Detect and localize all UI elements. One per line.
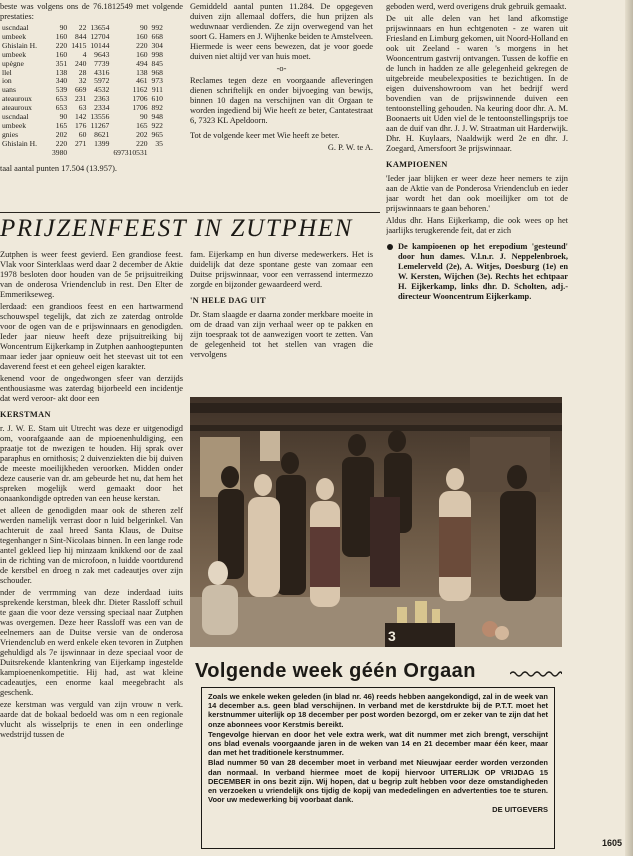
prize-cell: 973 <box>151 76 163 86</box>
prize-cell: 32 <box>78 76 87 86</box>
prize-cell: 231 <box>74 94 87 104</box>
prize-cell: 892 <box>151 103 163 113</box>
prize-cell: 1415 <box>71 40 87 50</box>
prize-cell: 138 <box>55 67 68 77</box>
prize-cell: 653 <box>55 94 68 104</box>
prize-cell: ateauroux <box>2 103 32 113</box>
prize-cell: upègne <box>2 58 24 68</box>
prize-cell: 202 <box>136 129 148 139</box>
left-paragraph: eze kerstman was verguld van zijn vrouw n verk. aarde dat de bokaal bedoeld was om n een regionale vlucht als wisselprijs te enen in een onderlinge wedstrijd tussen de <box>0 700 183 739</box>
prize-cell: 60 <box>78 129 87 139</box>
prize-cell: 165 <box>55 120 68 130</box>
prize-cell: 142 <box>74 112 87 122</box>
prize-cell: 271 <box>74 138 87 148</box>
prize-cell: 7739 <box>94 58 110 68</box>
prize-cell: llel <box>2 67 12 77</box>
left-article-column <box>0 250 183 850</box>
left-paragraph: lerdaad: een grandioos feest en een hartwarmend schouwspel tegelijk, dat zich ze zaterdag ontrolde voor de ogen van de e prijswinnaars en genodigden. Ieder jaar nieuw heeft deze prijsuitreiking bij Woncentrum Eijkerkamp in Zutphen aanhoogtepunten maar ieder jaar opnieuw oeit het steevast uit tot een daverend feest et een geheel eigen karakter. <box>0 302 183 371</box>
page-number: 1605 <box>602 838 623 848</box>
prize-cell: ion <box>2 76 12 86</box>
prize-cell: 948 <box>151 112 163 122</box>
prize-cell: 90 <box>59 23 68 32</box>
prize-table <box>0 24 165 158</box>
prize-cell: 13654 <box>90 23 110 32</box>
prize-cell: 992 <box>151 23 163 32</box>
prize-cell: 160 <box>55 49 68 59</box>
prize-cell: 968 <box>151 67 163 77</box>
prize-cell: uans <box>2 85 16 95</box>
prize-cell: 461 <box>136 76 148 86</box>
prize-cell: 90 <box>59 112 68 122</box>
prize-cell: gnies <box>2 129 19 139</box>
notice-paragraph: Zoals we enkele weken geleden (in blad nr. 46) reeds hebben aangekondigd, zal in de week van 14 december a.s. geen blad verschijnen. In verband met de kerstdrukte bij de P.T.T. moet het kerstnummer uiterlijk op 18 december per post worden bezorgd, om er zeker van te zijn dat het onze abonnees voor Kerstmis bereikt. <box>208 692 548 729</box>
article-headline: PRIJZENFEEST IN ZUTPHEN <box>0 215 354 242</box>
prize-cell: 653 <box>55 103 68 113</box>
notice-box <box>190 660 565 847</box>
prize-cell: 669 <box>74 85 87 95</box>
prize-cell: 13556 <box>90 112 110 122</box>
left-paragraph: kenend voor de ongedwongen sfeer van derzijds enthousiasme was zaterdag bijorbeeld een incidentje dat werd veroor- akt door een <box>0 374 183 403</box>
prize-cell: 539 <box>55 85 68 95</box>
prize-cell: umbeek <box>2 49 27 59</box>
left-paragraph: et alleen de genodigden maar ook de stheren zelf werden namelijk verrast door n luid belgerinkel. Van achteruit de zaal hreed Santa Klaus, de Duitse tegenhanger n Sint-Nicolaas binnen. In een lange rode antel gekleed liep hij minzaam knikkend oor de zaal in de richting van de microfoon, n luidde voortdurend de kerstbel en droeg n zak met cadeautjes over zijn schouder. <box>0 506 183 585</box>
prize-cell: 844 <box>74 31 87 41</box>
prize-cell: 9643 <box>94 49 110 59</box>
prize-cell: 220 <box>136 138 148 148</box>
prize-cell <box>88 149 111 158</box>
prize-results-column <box>0 2 183 207</box>
prize-cell: 220 <box>55 40 68 50</box>
middle-paragraph: Dr. Stam slaagde er daarna zonder merkbare moeite in om de draad van zijn verhaal weer op te pakken en zijn toespraak tot de aanwezigen voort te zetten. Van de gelegenheid tot het stellen van vragen die vervolgens <box>190 310 373 359</box>
prize-cell: 10144 <box>90 40 110 50</box>
page-edge <box>625 0 633 856</box>
prize-cell: 1399 <box>94 138 110 148</box>
prize-cell: 11267 <box>90 120 110 130</box>
hele-dag-subhead: 'N HELE DAG UIT <box>190 296 266 305</box>
prize-cell: 304 <box>151 40 163 50</box>
champions-photo <box>190 397 562 647</box>
prize-cell: 1162 <box>132 85 148 95</box>
prize-cell: 494 <box>136 58 148 68</box>
right-article-column <box>386 2 568 394</box>
prize-cell: 90 <box>139 23 148 32</box>
prize-cell: umbeek <box>2 31 27 41</box>
photo-caption: De kampioenen op het erepodium 'gesteund' door hun dames. V.l.n.r. J. Neppelenbroek, Lemelerveld (2e), A. Witjes, Doesburg (1e) en W. Kersten, Wijchen (3e). Rechts het echtpaar H. Eijkerkamp, links dhr. D. Scholten, adj.-directeur Wooncentrum Eijkerkamp. <box>386 242 568 302</box>
prize-cell: 28 <box>78 67 87 77</box>
prize-cell: uscndaal <box>2 112 29 122</box>
prize-cell: 22 <box>78 23 87 32</box>
prize-cell: 202 <box>55 129 68 139</box>
prize-cell: 351 <box>55 58 68 68</box>
author-initials: G. P. W. te A. <box>327 143 373 152</box>
notice-signature: DE UITGEVERS <box>492 805 548 815</box>
prize-cell <box>0 149 50 158</box>
prize-cell: 2363 <box>94 94 110 104</box>
left-paragraph: Zutphen is weer feest gevierd. Een grandiose feest. Vlak voor Sinterklaas werd daar 2 december de Aktie 1978 besloten door houden van de 5e prijsuitreiking van de onderosa Vriendenclub in rest. Den Elter de Emmerikseweg. <box>0 250 183 299</box>
prize-table-row <box>0 149 165 158</box>
prize-cell: Ghislain H. <box>2 40 38 50</box>
prize-cell: 35 <box>155 138 163 148</box>
closing-line: Tot de volgende keer met Wie heeft ze beter. <box>190 131 340 140</box>
prize-cell <box>69 149 88 158</box>
prize-cell: 965 <box>151 129 163 139</box>
results-paragraph: Gemiddeld aantal punten 11.284. De opgegeven duiven zijn allemaal doffers, die hun prijzen als weduwnaar verdienden. Ze zijn overwegend van het soort G. Hamers en J. Wijhenke beiden te Amstelveen. Hiermede is weer eens bewezen, dat je voor goede duiven niet altijd ver van huis moet. <box>190 2 373 61</box>
prize-cell: 138 <box>136 67 148 77</box>
kerstman-subhead: KERSTMAN <box>0 410 51 419</box>
left-paragraph: r. J. W. E. Stam uit Utrecht was deze er uitgenodigd om, voorafgaande aan de mpioenenhuldiging, een praatje tot de nwezigen te houden. Hij sprak over paraphus en ornithosis; 2 duivenziekten die bij duiven de meeste moeilijkheden veroorken. Midden onder deze causerie van dr. am gebeurde het nu, dat hem het spreken mogelijk werd gemaakt door het onaankondigde optreden van een heuse kerstan. <box>0 424 183 503</box>
prize-cell: 4 <box>82 49 87 59</box>
svg-text:3: 3 <box>388 628 396 644</box>
prize-cell: uscndaal <box>2 23 29 32</box>
prize-cell: ateauroux <box>2 94 32 104</box>
left-paragraph: nder de verrmming van deze inderdaad iuits sprekende kerstman, bleek dhr. Dieter Rassloff schuil te gaan die voor deze verssing speciaal naar Zutphen was overgemen. Deze heer Rassloff was een van de eelnemers aan de Duitse versie van de onderosa Vriendenclub en werd enkele eken tevoren in Zutphen gehuldigd als 7e ijswinnaar in deze speciaal voor de Duitsrekende klantenkring van Eijerkamp ingestelde kampioenenkompetitie. Hij had, ast wat kleine cadeautjes, een enorme kaal meegebracht als geschenk. <box>0 588 183 697</box>
reclames-paragraph: Reclames tegen deze en voorgaande afleveringen dienen schriftelijk en onder bijvoeging van bewijs, binnen 10 dagen na verschijnen van dit Orgaan te worden ingediend bij Wie heeft ze beter, Cantatestraat 6, 7323 KL Apeldoorn. <box>190 76 373 125</box>
middle-paragraph: fam. Eijerkamp en hun diverse medewerkers. Het is duidelijk dat deze spontane geste van zomaar een Duitse prijswinnaar, voor een verrassend intermezzo zorgde en bijzonder gewaardeerd werd. <box>190 250 373 289</box>
prize-cell: 1706 <box>132 103 148 113</box>
prize-cell: 8621 <box>94 129 110 139</box>
right-paragraph: geboden werd, werd overigens druk gebruik gemaakt. <box>386 2 567 11</box>
prize-cell: Ghislain H. <box>2 138 38 148</box>
prize-cell: 160 <box>55 31 68 41</box>
prize-cell: 845 <box>151 58 163 68</box>
prize-cell: 5972 <box>94 76 110 86</box>
middle-article-column <box>190 250 373 390</box>
prize-cell: 998 <box>151 49 163 59</box>
right-paragraph: De uit alle delen van het land afkomstige prijswinnaars en hun echtgenoten - ze waren uit Friesland en Limburg gekomen, uit Noord-Holland en ook uit Zeeland - waren 's morgens in het Wooncentrum gastvrij ontvangen. Tussen de koffie en de lunch in hadden ze alle gelegenheid gekregen de uitgebreide meubelexposities te bezichtigen. In de eigen duivenshowroom van het bedrijf werd bovendien van de prijswinnende duiven een tentoonstelling gehouden. Na keuring door dhr. A. M. Boonaerts uit Uden viel de le tentoonstellingsprijs toe aan de duif van dhr. J. J. W. Straatman uit Harderwijk. Dhr. H. Kuylaars, Naaldwijk werd 2e en dhr. J. Zoegard, Amersfoort 3e prijswinnaar. <box>386 14 568 153</box>
prize-cell: 160 <box>136 49 148 59</box>
prize-cell: 697310531 <box>113 147 148 157</box>
kampioenen-subhead: KAMPIOENEN <box>386 160 448 169</box>
prize-cell: 240 <box>74 58 87 68</box>
prize-cell: 160 <box>136 31 148 41</box>
headline-rule <box>0 212 380 213</box>
prize-cell: 340 <box>55 76 68 86</box>
right-paragraph: 'Ieder jaar blijken er weer deze heer nemers te zijn aan de Aktie van de Ponderosa Vriendenclub en ieder jaar wordt het dan ook moeilijker om tot de prijswinnaars te gaan behoren.' <box>386 174 568 213</box>
prize-cell: 90 <box>139 112 148 122</box>
prize-cell <box>150 149 165 158</box>
prize-cell: 911 <box>151 85 163 95</box>
prize-intro: beste was volgens ons de 76.1812549 met volgende prestaties: <box>0 2 183 21</box>
notice-title: Volgende week géén Orgaan <box>195 660 476 682</box>
notice-paragraph: Tengevolge hiervan en door het vele extra werk, wat dit nummer met zich brengt, verschijnt ons blad evenals voorgaande jaren in de weken van 14 en 21 december maar één keer, maar dan met het traditionele kerstnummer. <box>208 729 548 758</box>
notice-paragraph: Blad nummer 50 van 28 december moet in verband met Nieuwjaar eerder worden verzonden dan normaal. In verband hiermee moet de kopij hiervoor UITERLIJK OP VRIJDAG 15 DECEMBER in ons bezit zijn. Wij hopen, dat u begrip zult hebben voor deze omstandigheden en verzoeken u vriendelijk ons tijdig de kopij van mededelingen en advertenties toe te sturen. Voor uw medewerking bij voorbaat dank. <box>208 758 548 805</box>
separator: -o- <box>276 64 287 73</box>
prize-cell: 12704 <box>90 31 110 41</box>
prize-cell: 4532 <box>94 85 110 95</box>
prize-cell: 2334 <box>94 103 110 113</box>
notice-body <box>208 692 548 816</box>
prize-cell: 668 <box>151 31 163 41</box>
prize-cell: 4316 <box>94 67 110 77</box>
wave-ornament-icon <box>510 670 562 678</box>
right-paragraph: Aldus dhr. Hans Eijkerkamp, die ook wees op het jaarlijks terugkerende feit, dat er zich <box>386 216 568 235</box>
bullet-icon <box>387 244 393 250</box>
prize-cell: 165 <box>136 120 148 130</box>
prize-cell: 220 <box>136 40 148 50</box>
prize-cell: 63 <box>78 103 87 113</box>
prize-total: taal aantal punten 17.504 (13.957). <box>0 163 117 173</box>
prize-cell: 3980 <box>52 147 68 157</box>
prize-cell: 1706 <box>132 94 148 104</box>
prize-cell: 220 <box>55 138 68 148</box>
prize-cell: 176 <box>74 120 87 130</box>
pigeon-results-text <box>190 2 373 207</box>
prize-cell: 610 <box>151 94 163 104</box>
prize-cell: 922 <box>151 120 163 130</box>
prize-cell: umbeek <box>2 120 27 130</box>
